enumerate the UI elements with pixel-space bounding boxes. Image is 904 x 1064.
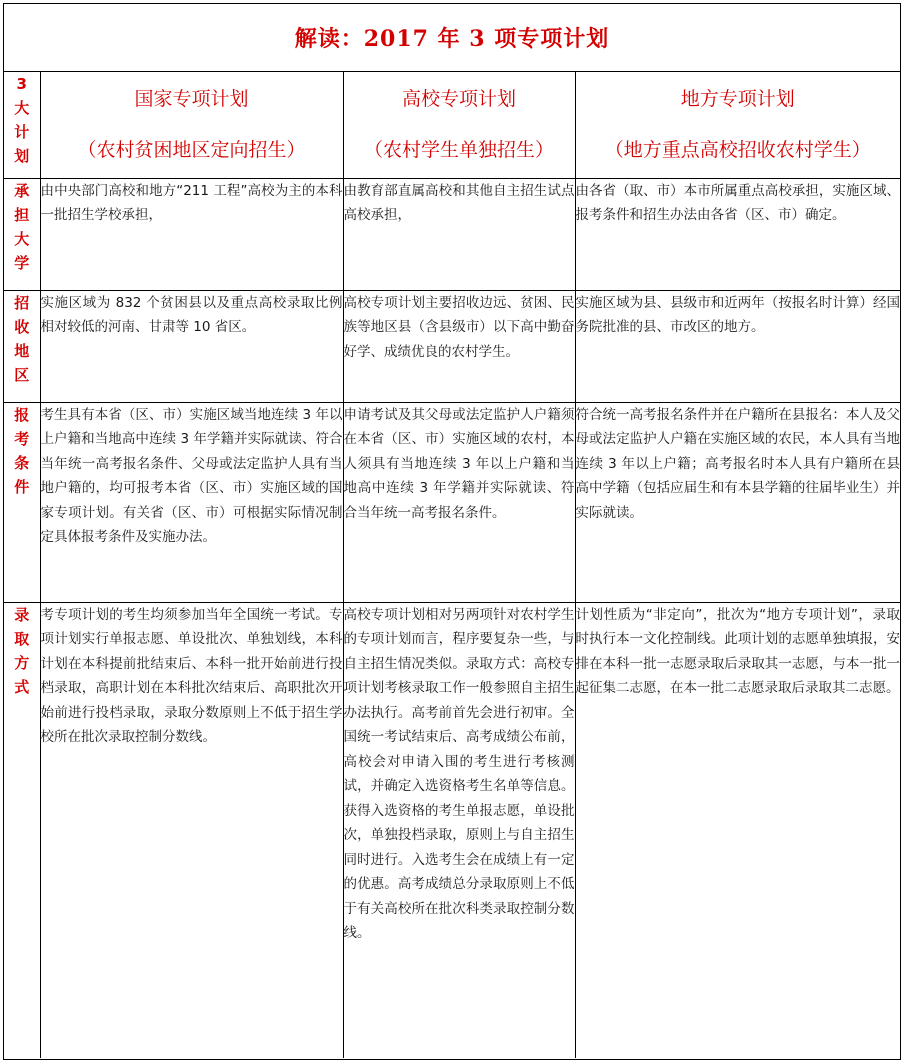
column-header-local (575, 72, 900, 178)
row-label (4, 602, 40, 1058)
table-cell: 计划性质为“非定向”，批次为“地方专项计划”，录取时执行本一文化控制线。此项计划的志愿单独填报，安排在本科一批一志愿录取后录取其一志愿，与本一批一起征集二志愿，在本一批二志愿录取后录取其二志愿。 (575, 602, 900, 1058)
comparison-table (4, 72, 900, 1058)
table-row (4, 402, 900, 602)
row-label-char: 条 (14, 453, 30, 472)
column-header-national (40, 72, 343, 178)
table-row (4, 602, 900, 1058)
table-row (4, 178, 900, 290)
row-label-char: 报 (14, 405, 30, 424)
column-subtitle: （地方重点高校招收农村学生） (604, 139, 871, 161)
column-subtitle: （农村贫困地区定向招生） (77, 139, 306, 161)
row-label-char: 学 (14, 253, 30, 272)
table-cell: 符合统一高考报名条件并在户籍所在县报名：本人及父母或法定监护人户籍在实施区域的农民，本人具有当地连续 3 年以上户籍；高考报名时本人具有户籍所在县高中学籍（包括应届生和有本县学籍的往届毕业生）并实际就读。 (575, 402, 900, 602)
table-cell: 高校专项计划主要招收边远、贫困、民族等地区县（含县级市）以下高中勤奋好学、成绩优良的农村学生。 (343, 290, 575, 402)
table-cell: 考专项计划的考生均须参加当年全国统一考试。专项计划实行单报志愿、单设批次、单独划线，本科计划在本科提前批结束后、本科一批开始前进行投档录取，高职计划在本科批次结束后、高职批次开始前进行投档录取，录取分数原则上不低于招生学校所在批次录取控制分数线。 (40, 602, 343, 1058)
row-label-char: 考 (14, 429, 30, 448)
row-label-char: 式 (14, 677, 30, 696)
corner-label-char: 计 (14, 123, 30, 141)
row-label-char: 方 (14, 653, 30, 672)
table-cell: 由各省（取、市）本市所属重点高校承担，实施区域、报考条件和招生办法由各省（区、市）确定。 (575, 178, 900, 290)
column-title: 国家专项计划 (134, 88, 249, 110)
row-label (4, 402, 40, 602)
table-row (4, 290, 900, 402)
column-subtitle: （农村学生单独招生） (363, 139, 554, 161)
column-title: 高校专项计划 (401, 88, 516, 110)
column-title: 地方专项计划 (680, 88, 795, 110)
column-header-university (343, 72, 575, 178)
row-label-char: 担 (14, 205, 30, 224)
row-label-char: 地 (14, 341, 30, 360)
table-cell: 实施区域为县、县级市和近两年（按报名时计算）经国务院批准的县、市改区的地方。 (575, 290, 900, 402)
row-label-char: 录 (14, 605, 30, 624)
table-cell: 高校专项计划相对另两项针对农村学生的专项计划而言，程序要复杂一些，与自主招生情况类似。录取方式：高校专项计划考核录取工作一般参照自主招生办法执行。高考前首先会进行初审。全国统一考试结束后、高考成绩公布前，高校会对申请入围的考生进行考核测试，并确定入选资格考生名单等信息。获得入选资格的考生单报志愿，单设批次，单独投档录取，原则上与自主招生同时进行。入选考生会在成绩上有一定的优惠。高考成绩总分录取原则上不低于有关高校所在批次科类录取控制分数线。 (343, 602, 575, 1058)
row-label-char: 大 (14, 229, 30, 248)
table-cell: 申请考试及其父母或法定监护人户籍须在本省（区、市）实施区域的农村，本人须具有当地连续 3 年以上户籍和当地高中连续 3 年学籍并实际就读、符合当年统一高考报名条件。 (343, 402, 575, 602)
corner-label-char: 划 (14, 147, 30, 165)
table-cell: 由中央部门高校和地方“211 工程”高校为主的本科一批招生学校承担， (40, 178, 343, 290)
corner-label-char: 3 (16, 75, 27, 93)
table-cell: 由教育部直属高校和其他自主招生试点高校承担， (343, 178, 575, 290)
table-header-row (4, 72, 900, 178)
row-label-char: 件 (14, 477, 30, 496)
policy-document (3, 3, 901, 1060)
row-label-char: 区 (14, 365, 30, 384)
table-cell: 实施区域为 832 个贫困县以及重点高校录取比例相对较低的河南、甘肃等 10 省区。 (40, 290, 343, 402)
row-label-char: 承 (14, 181, 30, 200)
page-title: 解读：2017 年 3 项专项计划 (4, 4, 900, 72)
row-label-char: 收 (14, 317, 30, 336)
row-label (4, 178, 40, 290)
row-label-char: 取 (14, 629, 30, 648)
corner-label-char: 大 (14, 99, 30, 117)
row-label (4, 290, 40, 402)
table-cell: 考生具有本省（区、市）实施区域当地连续 3 年以上户籍和当地高中连续 3 年学籍并实际就读、符合当年统一高考报名条件、父母或法定监护人具有当地户籍的，均可报考本省（区、市）实施区域的国家专项计划。有关省（区、市）可根据实际情况制定具体报考条件及实施办法。 (40, 402, 343, 602)
corner-label (4, 72, 40, 178)
row-label-char: 招 (14, 293, 30, 312)
